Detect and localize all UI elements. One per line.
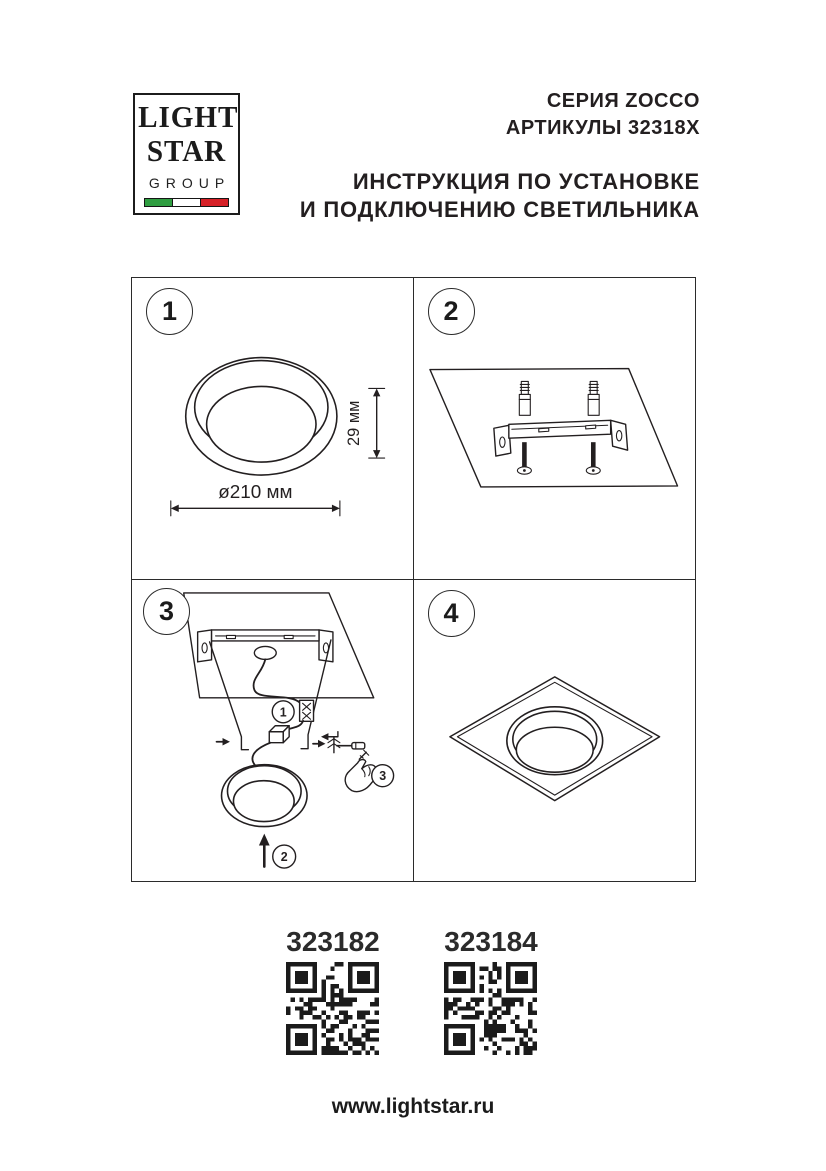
website-url: www.lightstar.ru (331, 1095, 495, 1118)
article-number-2: 323184 (444, 926, 538, 957)
insert-arrow-icon (259, 833, 270, 866)
step-number: 3 (158, 595, 175, 626)
height-dimension (345, 388, 385, 458)
substep-number: 3 (379, 768, 387, 783)
substep-3-badge (372, 764, 394, 786)
italian-flag-icon (144, 198, 229, 207)
qr-code-1 (286, 962, 379, 1055)
substep-number: 1 (279, 704, 287, 719)
ceiling-lamp-drawing (222, 764, 308, 826)
article-number-1: 323182 (286, 926, 380, 957)
height-dimension-label: 29 мм (344, 400, 363, 446)
flag-green (145, 199, 172, 206)
ceiling-hole (254, 646, 276, 659)
instruction-grid (131, 277, 696, 882)
lightstar-logo (133, 93, 240, 215)
step-number-badge (146, 288, 193, 335)
step-number: 2 (443, 296, 459, 326)
qr-code-2 (444, 962, 537, 1055)
diameter-dimension-label: ø210 мм (218, 481, 293, 503)
substep-1-badge (272, 700, 294, 722)
panel-step-2 (414, 278, 696, 580)
logo-word-light: LIGHT (138, 99, 239, 134)
step-number-badge (143, 588, 190, 635)
series-title: СЕРИЯ ZOCCO (546, 90, 700, 112)
panel-step-4 (414, 580, 696, 882)
panel-step-3 (132, 580, 414, 882)
align-arrow-left-icon (217, 737, 230, 745)
align-arrow-right-icon (313, 739, 325, 747)
articles-title: АРТИКУЛЫ 32318Х (505, 117, 700, 139)
connector-plug (269, 725, 289, 742)
header (300, 88, 700, 224)
instruction-title-line1: ИНСТРУКЦИЯ ПО УСТАНОВКЕ (352, 169, 700, 194)
substep-number: 2 (280, 849, 288, 864)
ceiling-lamp-drawing (186, 358, 337, 475)
diameter-dimension (171, 482, 340, 516)
substep-2-badge (273, 845, 296, 868)
step-number: 4 (443, 597, 459, 628)
logo-word-group: GROUP (148, 175, 231, 191)
instruction-title-line2: И ПОДКЛЮЧЕНИЮ СВЕТИЛЬНИКА (299, 197, 700, 222)
step-number-badge (428, 288, 475, 335)
step-number: 1 (161, 296, 178, 326)
panel-step-1 (132, 278, 414, 580)
installed-lamp-drawing (506, 706, 602, 774)
step-number-badge (428, 590, 475, 637)
flag-red (201, 199, 228, 206)
logo-word-star: STAR (146, 133, 227, 168)
dowel-icon (588, 381, 599, 415)
terminal-block (300, 700, 314, 721)
flag-white (172, 199, 201, 206)
dowel-icon (519, 381, 530, 415)
power-wire (252, 742, 270, 766)
screwdriver-screw-icon (321, 731, 365, 752)
